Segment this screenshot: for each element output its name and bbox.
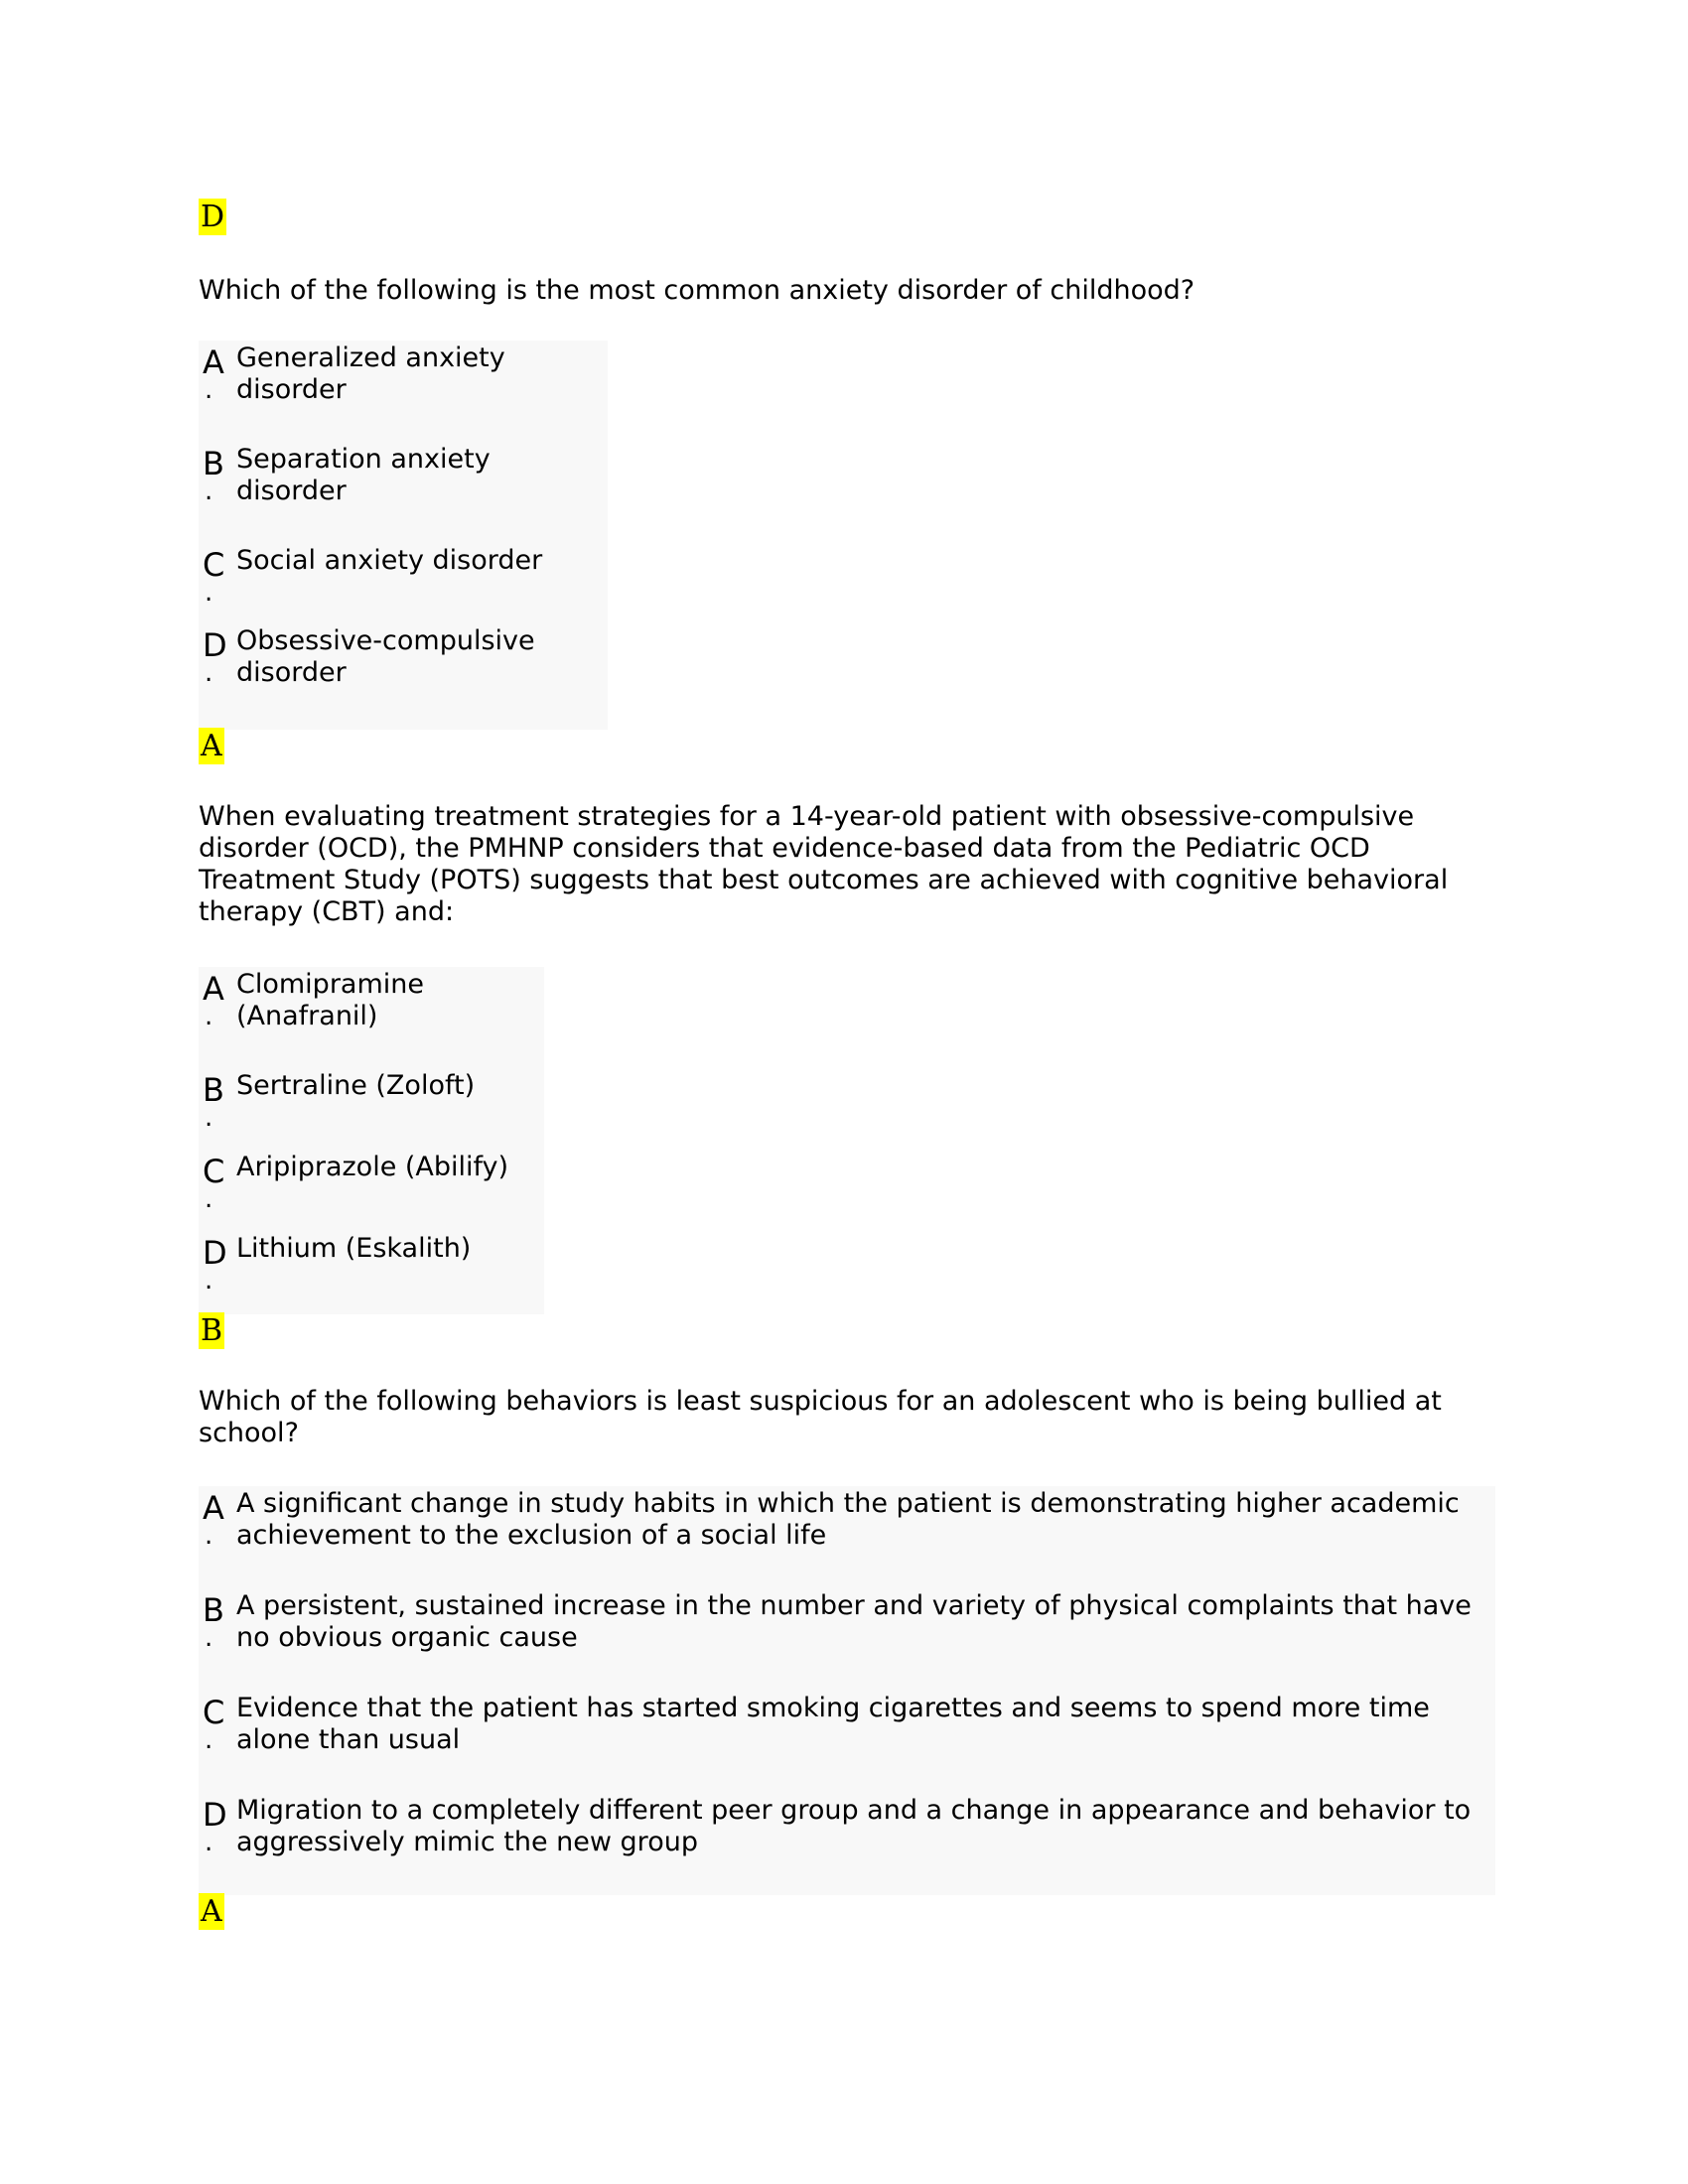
option-text: A persistent, sustained increase in the number and variety of physical complaints that have no obvious organic cause <box>236 1590 1472 1653</box>
option-text: Social anxiety disorder <box>236 545 543 576</box>
option-dot: . <box>205 578 213 608</box>
option-dot: . <box>205 1521 213 1551</box>
option-dot: . <box>205 1623 213 1653</box>
option-letter-column <box>199 543 236 608</box>
option-letter: B <box>203 1071 224 1109</box>
option-letter: C <box>203 1153 225 1190</box>
option-text: Evidence that the patient has started smoking cigarettes and seems to spend more time alone than usual <box>236 1693 1430 1755</box>
option-letter-column <box>199 1231 236 1296</box>
option-text: Lithium (Eskalith) <box>236 1233 472 1264</box>
answer-highlight: D <box>201 200 225 234</box>
answer-highlight: A <box>201 1894 222 1929</box>
option-text: Sertraline (Zoloft) <box>236 1070 476 1101</box>
option-dot: . <box>205 1184 213 1214</box>
option-letter-column <box>199 341 236 405</box>
answer-highlight: B <box>201 1313 223 1348</box>
option-item <box>199 543 608 623</box>
option-dot: . <box>205 1002 213 1031</box>
option-letter: D <box>203 626 227 664</box>
option-letter-column <box>199 1068 236 1133</box>
option-dot: . <box>205 658 213 688</box>
option-text: Migration to a completely different peer group and a change in appearance and behavior to aggressively mimic the new group <box>236 1795 1472 1857</box>
option-letter: A <box>203 970 224 1008</box>
option-text: Generalized anxiety disorder <box>236 342 505 405</box>
option-letter: C <box>203 1694 225 1731</box>
option-text: Clomipramine (Anafranil) <box>236 969 424 1031</box>
option-letter-column <box>199 1691 236 1755</box>
option-letter-column <box>199 1588 236 1653</box>
option-dot: . <box>205 1725 213 1755</box>
question-3-text: Which of the following behaviors is least suspicious for an adolescent who is being bullied at school? <box>199 1386 1442 1448</box>
option-letter: A <box>203 1489 224 1527</box>
option-item <box>199 967 544 1068</box>
option-letter-column <box>199 442 236 506</box>
option-letter-column <box>199 1486 236 1551</box>
option-letter: B <box>203 445 224 482</box>
question-3-options <box>199 1486 1495 1895</box>
option-letter-column <box>199 967 236 1031</box>
option-item <box>199 1068 544 1150</box>
option-item <box>199 1691 1495 1793</box>
option-letter-column <box>199 1150 236 1214</box>
option-letter-column <box>199 1793 236 1857</box>
option-text: A significant change in study habits in which the patient is demonstrating higher academic achievement to the exclusion of a social life <box>236 1488 1460 1551</box>
option-letter: A <box>203 343 224 381</box>
option-dot: . <box>205 1828 213 1857</box>
option-item <box>199 623 608 723</box>
option-letter: D <box>203 1796 227 1834</box>
option-dot: . <box>205 477 213 506</box>
question-2-options <box>199 967 544 1314</box>
option-item <box>199 1150 544 1231</box>
option-item <box>199 442 608 543</box>
option-item <box>199 341 608 442</box>
answer-highlight: A <box>201 729 222 763</box>
option-dot: . <box>205 1103 213 1133</box>
question-2-text: When evaluating treatment strategies for a 14-year-old patient with obsessive-compulsive disorder (OCD), the PMHNP considers that evidence-based data from the Pediatric OCD Treatment Study (POTS) suggests that best outcomes are achieved with cognitive behavioral therapy (CBT) and: <box>199 801 1449 927</box>
option-letter-column <box>199 623 236 688</box>
option-item <box>199 1231 544 1314</box>
option-text: Separation anxiety disorder <box>236 444 491 506</box>
option-letter: D <box>203 1234 227 1272</box>
question-1-text: Which of the following is the most common anxiety disorder of childhood? <box>199 275 1196 306</box>
option-item <box>199 1588 1495 1691</box>
option-item <box>199 1486 1495 1588</box>
option-dot: . <box>205 375 213 405</box>
option-text: Obsessive-compulsive disorder <box>236 625 535 688</box>
question-1-options <box>199 341 608 730</box>
option-item <box>199 1793 1495 1895</box>
option-letter: B <box>203 1591 224 1629</box>
option-letter: C <box>203 546 225 584</box>
option-text: Aripiprazole (Abilify) <box>236 1152 509 1182</box>
option-dot: . <box>205 1266 213 1296</box>
